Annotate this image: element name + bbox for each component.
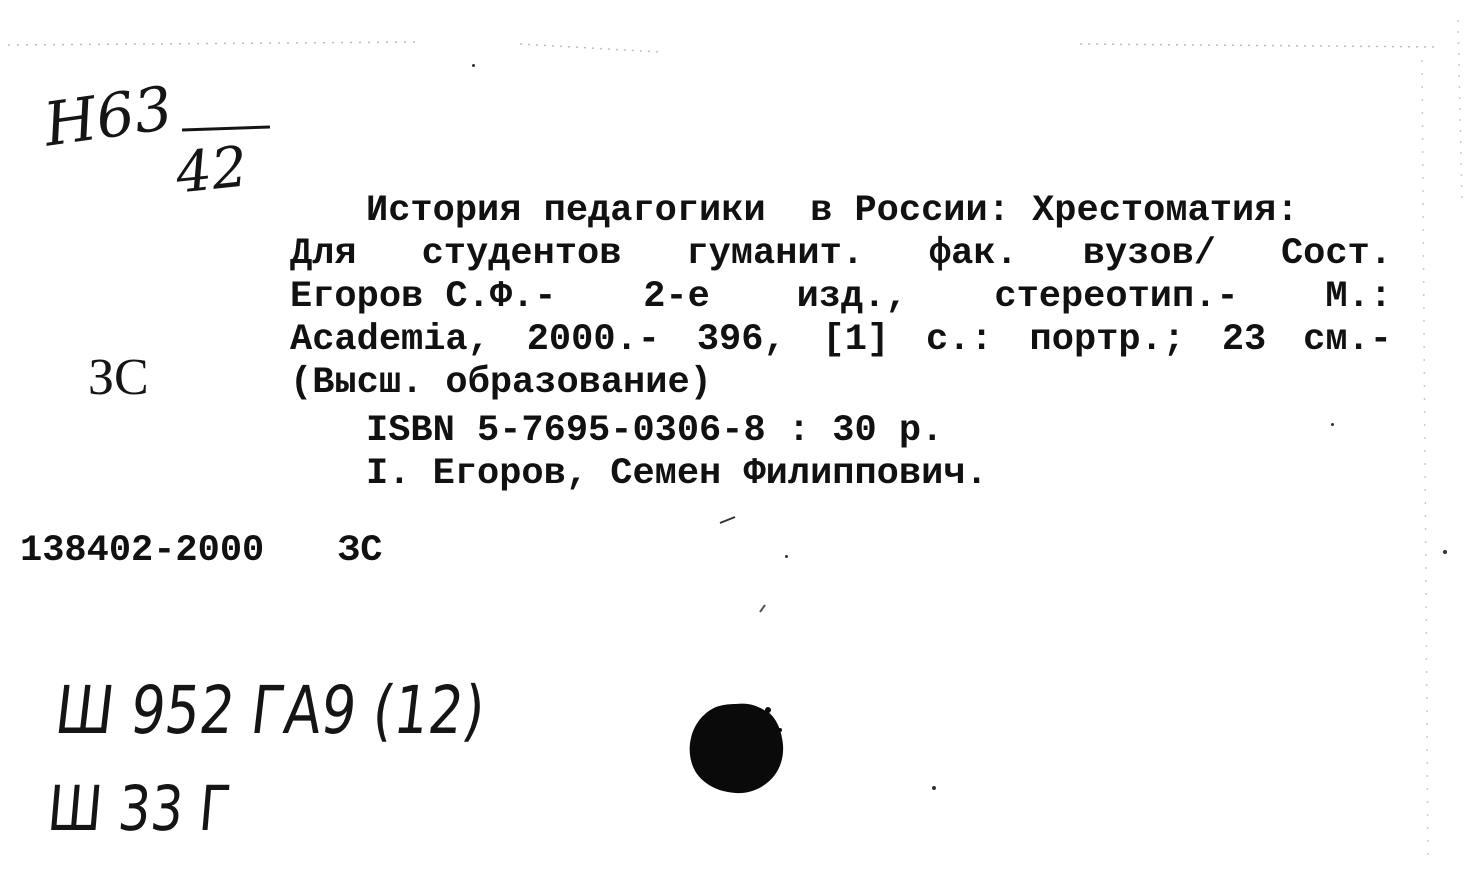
speck: [472, 64, 475, 67]
speck: [1331, 423, 1334, 426]
record-word: портр.;: [1029, 319, 1185, 361]
record-word: изд.,: [796, 276, 908, 318]
inventory-code: ЗС: [338, 530, 383, 572]
record-word: 2-е: [643, 276, 710, 318]
record-word: фак.: [928, 233, 1018, 275]
record-isbn-line: ISBN 5-7695-0306-8 : 30 р.: [366, 410, 944, 452]
handwritten-bottom-mark-1: Ш 952 ГА9 (12): [51, 672, 489, 749]
inventory-number: 138402-2000: [20, 530, 265, 572]
record-word: М.:: [1325, 276, 1392, 318]
speck: [932, 786, 936, 790]
handwritten-shelf-mark-fraction: 42: [172, 134, 251, 207]
handwritten-shelf-mark: Н63: [39, 73, 177, 161]
record-word: Academia,: [290, 319, 490, 361]
handwritten-side-mark: ЗС: [88, 349, 149, 406]
handwritten-bottom-mark-2: Ш 33 Г: [44, 772, 234, 845]
record-series-line: (Высш. образование): [290, 362, 712, 404]
record-word: 2000.-: [526, 319, 660, 361]
record-word: Сост.: [1280, 233, 1392, 275]
record-title-line: История педагогики в России: Хрестоматия:: [366, 190, 1299, 232]
record-word: Егоров С.Ф.-: [290, 276, 557, 318]
record-author-entry: I. Егоров, Семен Филиппович.: [366, 453, 988, 495]
record-line-2: [290, 233, 1392, 276]
record-word: Для: [290, 233, 357, 275]
record-word: студентов: [421, 233, 622, 275]
record-word: вузов/: [1082, 233, 1216, 275]
record-line-4: [290, 319, 1392, 362]
punch-hole: [686, 700, 786, 796]
record-word: гуманит.: [686, 233, 865, 275]
record-word: 23: [1221, 319, 1267, 361]
speck: [785, 555, 788, 558]
record-word: с.:: [926, 319, 993, 361]
record-word: стереотип.-: [994, 276, 1239, 318]
record-word: [1]: [822, 319, 890, 361]
record-line-3: [290, 276, 1392, 319]
speck: [1443, 550, 1447, 554]
record-word: 396,: [696, 319, 786, 361]
record-word: см.-: [1303, 319, 1392, 361]
